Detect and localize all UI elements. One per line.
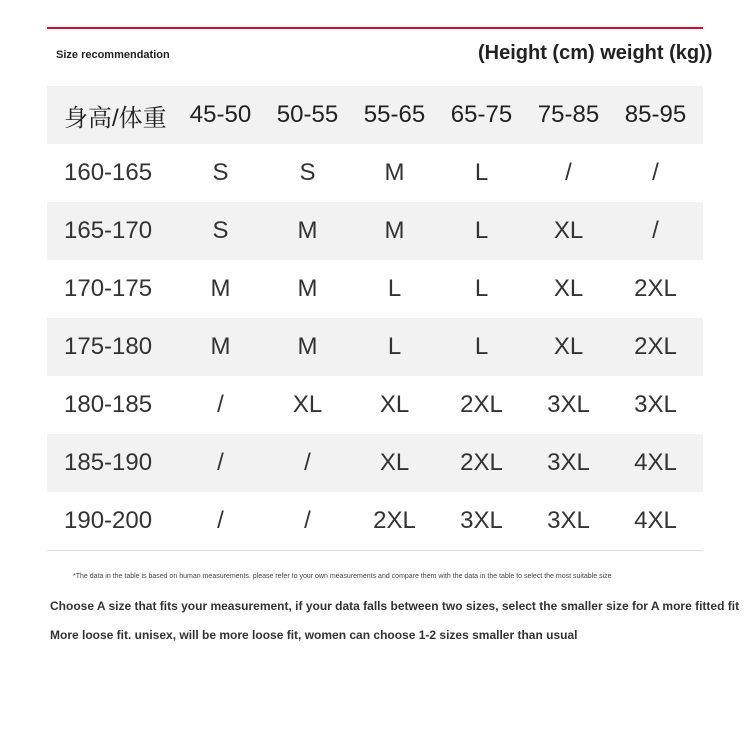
size-recommendation-label: Size recommendation — [56, 49, 170, 61]
size-cell: XL — [292, 391, 323, 418]
size-cell: L — [387, 333, 402, 360]
size-cell: M — [297, 217, 318, 244]
size-cell: 4XL — [634, 507, 677, 534]
height-cell: 175-180 — [64, 333, 153, 360]
height-cell: 185-190 — [64, 449, 153, 476]
size-cell: L — [474, 217, 489, 244]
size-cell: / — [217, 449, 224, 476]
top-accent-line — [47, 27, 703, 29]
header-cell: 75-85 — [537, 101, 600, 128]
size-cell: S — [212, 159, 229, 186]
size-cell: XL — [553, 333, 584, 360]
table-row — [47, 376, 703, 434]
size-cell: / — [652, 159, 659, 186]
size-cell: S — [299, 159, 316, 186]
size-cell: 3XL — [547, 507, 590, 534]
size-cell: M — [297, 333, 318, 360]
size-cell: 3XL — [460, 507, 503, 534]
unisex-fit-note: More loose fit. unisex, will be more loose fit, women can choose 1-2 sizes smaller than usual — [50, 628, 578, 642]
size-cell: / — [217, 507, 224, 534]
size-cell: 2XL — [634, 333, 677, 360]
table-bottom-divider — [47, 550, 703, 551]
size-cell: XL — [553, 275, 584, 302]
size-cell: M — [384, 159, 405, 186]
height-cell: 180-185 — [64, 391, 153, 418]
table-row — [47, 434, 703, 492]
table-row — [47, 260, 703, 318]
size-cell: 3XL — [547, 449, 590, 476]
size-cell: L — [387, 275, 402, 302]
measurement-disclaimer: *The data in the table is based on human measurements. please refer to your own measurements and compare them with the data in the table to select the most suitable size — [73, 573, 612, 580]
size-cell: XL — [553, 217, 584, 244]
size-cell: / — [652, 217, 659, 244]
table-row — [47, 318, 703, 376]
header-cell: 身高/体重 — [64, 104, 167, 132]
size-cell: 2XL — [373, 507, 416, 534]
size-cell: 3XL — [634, 391, 677, 418]
size-cell: M — [384, 217, 405, 244]
header-cell: 45-50 — [189, 101, 252, 128]
size-cell: / — [217, 391, 224, 418]
size-cell: L — [474, 333, 489, 360]
size-cell: 2XL — [634, 275, 677, 302]
height-cell: 170-175 — [64, 275, 153, 302]
size-cell: M — [297, 275, 318, 302]
size-cell: 2XL — [460, 391, 503, 418]
fit-advice-note: Choose A size that fits your measurement, if your data falls between two sizes, select the smaller size for A more fitted fit — [50, 599, 740, 613]
height-cell: 190-200 — [64, 507, 153, 534]
header-cell: 50-55 — [276, 101, 339, 128]
size-cell: M — [210, 333, 231, 360]
size-table — [47, 86, 703, 550]
table-header-row — [47, 86, 703, 144]
size-cell: M — [210, 275, 231, 302]
header-cell: 65-75 — [450, 101, 513, 128]
size-cell: XL — [379, 449, 410, 476]
table-row — [47, 144, 703, 202]
size-cell: / — [565, 159, 572, 186]
size-cell: 3XL — [547, 391, 590, 418]
height-cell: 160-165 — [64, 159, 153, 186]
size-cell: L — [474, 159, 489, 186]
header-cell: 55-65 — [363, 101, 426, 128]
size-cell: / — [304, 449, 311, 476]
table-row — [47, 202, 703, 260]
size-cell: 2XL — [460, 449, 503, 476]
size-cell: L — [474, 275, 489, 302]
header-cell: 85-95 — [624, 101, 687, 128]
size-cell: / — [304, 507, 311, 534]
size-cell: XL — [379, 391, 410, 418]
table-row — [47, 492, 703, 550]
height-cell: 165-170 — [64, 217, 153, 244]
units-title: (Height (cm) weight (kg)) — [478, 42, 713, 64]
size-cell: S — [212, 217, 229, 244]
size-cell: 4XL — [634, 449, 677, 476]
